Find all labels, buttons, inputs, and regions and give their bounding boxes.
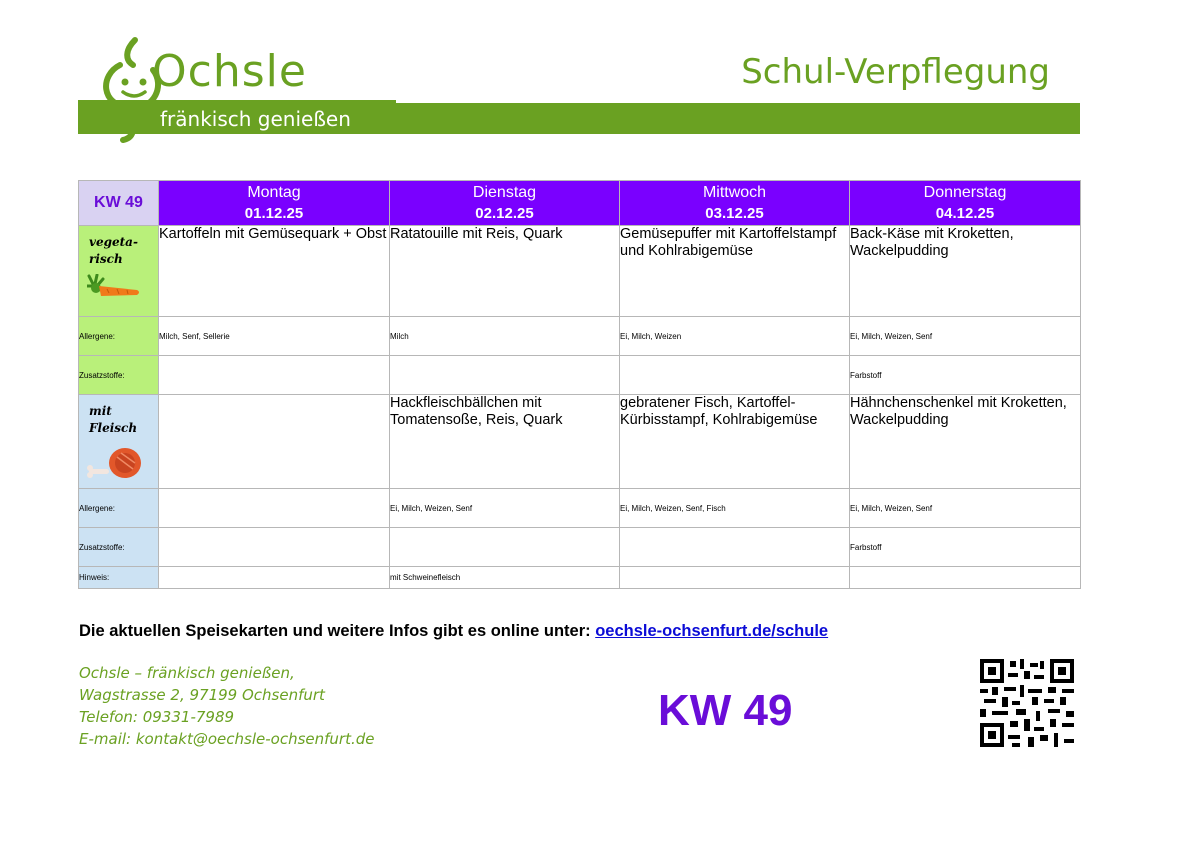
info-line [79,622,828,641]
meat-notes-label: Hinweis: [79,567,159,589]
day-header-tuesday [390,181,620,226]
meat-additives-thursday: Farbstoff [850,528,1081,567]
veg-allergens-wednesday: Ei, Milch, Weizen [620,317,850,356]
meat-notes-row [79,567,1081,589]
veg-allergens-label: Allergene: [79,317,159,356]
day-name: Donnerstag [923,184,1007,201]
meat-category-label [79,395,158,437]
brand-tagline: fränkisch genießen [160,107,351,131]
meat-additives-wednesday [620,528,850,567]
meat-category-cell [79,395,159,489]
page-title: Schul-Verpflegung [741,52,1050,92]
carrot-icon [87,274,143,304]
day-name: Mittwoch [702,184,767,201]
day-header-monday [159,181,390,226]
day-name: Dienstag [472,184,537,201]
ham-icon [87,443,143,483]
meat-dish-row [79,395,1081,489]
meat-notes-tuesday: mit Schweinefleisch [390,567,620,589]
veg-additives-thursday: Farbstoff [850,356,1081,395]
table-header-row [79,181,1081,226]
meat-dish-monday [159,395,390,489]
veg-allergens-thursday: Ei, Milch, Weizen, Senf [850,317,1081,356]
meat-additives-label: Zusatzstoffe: [79,528,159,567]
address-line: Ochsle – fränkisch genießen, [79,664,295,682]
veg-additives-wednesday [620,356,850,395]
meat-allergens-row [79,489,1081,528]
meat-notes-wednesday [620,567,850,589]
veg-dish-tuesday: Ratatouille mit Reis, Quark [390,226,620,317]
veg-dish-monday: Kartoffeln mit Gemüsequark + Obst [159,226,390,317]
day-header-thursday [850,181,1081,226]
veg-additives-monday [159,356,390,395]
meat-dish-wednesday: gebratener Fisch, Kartoffel-Kürbisstampf, Kohlrabigemüse [620,395,850,489]
veg-additives-label: Zusatzstoffe: [79,356,159,395]
meat-additives-row [79,528,1081,567]
meat-allergens-monday [159,489,390,528]
day-name: Montag [247,184,301,201]
veg-additives-row [79,356,1081,395]
info-text: Die aktuellen Speisekarten und weitere Infos gibt es online unter: [79,622,596,640]
veg-category-label [79,226,158,268]
veg-dish-thursday: Back-Käse mit Kroketten, Wackelpudding [850,226,1081,317]
veg-category-cell [79,226,159,317]
veg-allergens-row [79,317,1081,356]
meat-notes-thursday [850,567,1081,589]
meat-additives-monday [159,528,390,567]
veg-allergens-tuesday: Milch [390,317,620,356]
address-block [79,662,374,750]
meat-allergens-tuesday: Ei, Milch, Weizen, Senf [390,489,620,528]
meat-label-line1: mit [89,404,112,418]
meat-allergens-wednesday: Ei, Milch, Weizen, Senf, Fisch [620,489,850,528]
meat-allergens-label: Allergene: [79,489,159,528]
menu-table [78,180,1081,589]
meat-label-line2: Fleisch [89,421,138,435]
day-header-wednesday [620,181,850,226]
veg-dish-wednesday: Gemüsepuffer mit Kartoffelstampf und Kohlrabigemüse [620,226,850,317]
meat-additives-tuesday [390,528,620,567]
info-link[interactable]: oechsle-ochsenfurt.de/schule [595,622,829,640]
veg-dish-row [79,226,1081,317]
week-label: KW 49 [79,181,159,226]
veg-additives-tuesday [390,356,620,395]
veg-label-line1: vegeta- [89,235,138,249]
brand-name: Ochsle [152,46,307,97]
address-line: Wagstrasse 2, 97199 Ochsenfurt [79,686,325,704]
address-line: E-mail: kontakt@oechsle-ochsenfurt.de [79,730,375,748]
address-line: Telefon: 09331-7989 [79,708,235,726]
veg-allergens-monday: Milch, Senf, Sellerie [159,317,390,356]
day-date: 02.12.25 [475,205,534,222]
meat-dish-thursday: Hähnchenschenkel mit Kroketten, Wackelpudding [850,395,1081,489]
qr-code-icon [980,659,1074,747]
week-big-label: KW 49 [658,686,793,735]
meat-allergens-thursday: Ei, Milch, Weizen, Senf [850,489,1081,528]
meat-notes-monday [159,567,390,589]
day-date: 03.12.25 [705,205,764,222]
day-date: 04.12.25 [935,205,995,222]
veg-label-line2: risch [89,252,123,266]
day-date: 01.12.25 [244,205,304,222]
meat-dish-tuesday: Hackfleischbällchen mit Tomatensoße, Reis, Quark [390,395,620,489]
